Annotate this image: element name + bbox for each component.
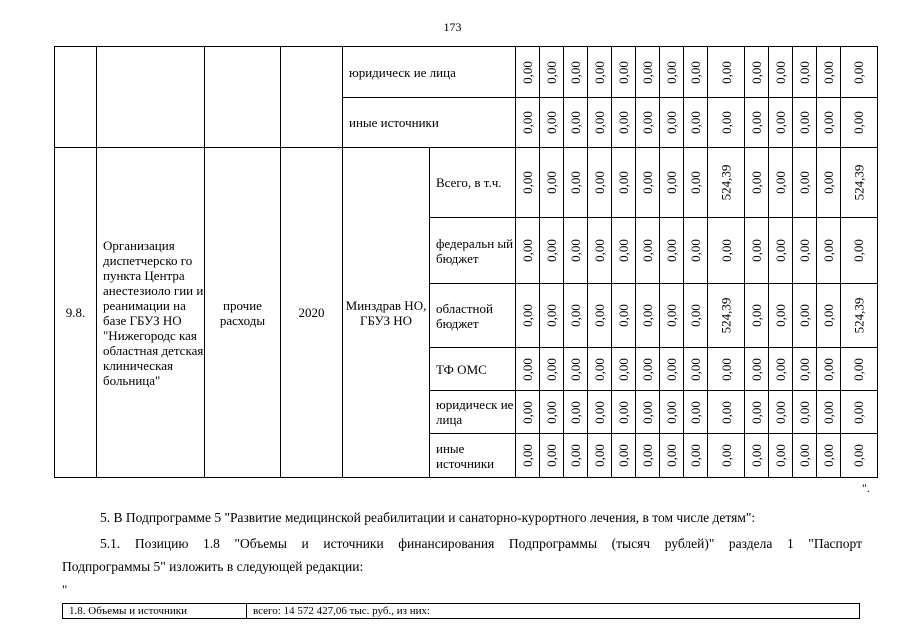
value-text: 0,00 [568,171,583,194]
value-cell [564,348,588,391]
value-text: 0,00 [616,171,631,194]
value-cell [708,434,745,478]
value-cell [840,284,877,348]
value-text: 0,00 [520,304,535,327]
value-cell [564,284,588,348]
open-quote: " [62,582,68,597]
value-cell [744,391,768,434]
financing-table-body [55,47,878,478]
executor: Минздрав НО, ГБУЗ НО [343,148,430,478]
value-text: 0,00 [688,111,703,134]
value-text: 0,00 [718,357,734,381]
table-row [55,148,878,218]
value-cell [744,98,768,148]
value-cell [840,218,877,284]
value-text: 0,00 [772,60,788,84]
value-cell [612,98,636,148]
value-text: 0,00 [664,400,679,424]
value-cell [564,434,588,478]
value-text: 0,00 [772,444,788,467]
value-cell [516,148,540,218]
value-cell [636,348,660,391]
item-name: Организация диспетчерско го пункта Центра анестезиоло гии и реанимации на базе ГБУЗ НО "Нижегородс кая областная детская клиническая больница" [97,148,205,478]
value-cell [792,98,816,148]
value-text: 0,00 [544,357,559,381]
value-text: 0,00 [544,400,559,424]
value-text: 0,00 [592,304,607,327]
paragraph-position-1-8-cont: Подпрограммы 5" изложить в следующей редакции: [62,559,364,574]
passport-row [63,604,860,619]
value-cell [612,348,636,391]
value-text: 0,00 [748,304,764,327]
value-cell [768,148,792,218]
value-cell [708,148,745,218]
value-cell [540,391,564,434]
empty-cell [205,47,281,148]
value-cell [684,98,708,148]
value-text: 0,00 [718,60,734,84]
value-text: 0,00 [772,111,788,134]
value-cell [816,391,840,434]
item-number: 9.8. [55,148,97,478]
value-text: 0,00 [748,357,764,381]
value-cell [816,47,840,98]
value-cell [564,148,588,218]
value-cell [660,47,684,98]
value-cell [708,348,745,391]
value-text: 0,00 [748,400,764,424]
value-cell [708,218,745,284]
value-text: 0,00 [688,60,703,84]
value-text: 0,00 [592,444,607,467]
value-cell [516,284,540,348]
value-cell [588,218,612,284]
value-text: 0,00 [544,111,559,134]
value-cell [816,218,840,284]
value-text: 0,00 [616,357,631,381]
value-text: 0,00 [568,400,583,424]
closing-quote: ". [862,481,870,495]
paragraph-position-1-8: 5.1. Позицию 1.8 "Объемы и источники финансирования Подпрограммы (тысяч рублей)" раздела 1 "Паспорт [100,536,862,551]
value-cell [660,434,684,478]
value-cell [684,348,708,391]
paragraph-subprogram-5: 5. В Подпрограмме 5 "Развитие медицинской реабилитации и санаторно-курортного лечения, в том числе детям": [100,510,756,525]
value-cell [792,348,816,391]
empty-cell [281,47,343,148]
value-text: 0,00 [820,304,836,327]
value-text: 0,00 [688,239,703,262]
value-text: 0,00 [820,400,836,424]
value-cell [540,434,564,478]
value-text: 0,00 [616,60,631,84]
value-cell [816,348,840,391]
value-text: 0,00 [796,357,812,381]
value-text: 0,00 [820,111,836,134]
value-text: 0,00 [851,239,867,262]
value-cell [588,98,612,148]
value-cell [792,391,816,434]
value-text: 0,00 [640,60,655,84]
value-cell [840,348,877,391]
value-text: 0,00 [820,444,836,467]
value-cell [840,98,877,148]
value-cell [588,148,612,218]
value-cell [516,348,540,391]
value-cell [636,434,660,478]
value-cell [744,148,768,218]
source-cell: юридическ ие лица [430,391,516,434]
value-cell [744,348,768,391]
value-text: 0,00 [820,171,836,194]
value-cell [792,148,816,218]
value-text: 0,00 [796,239,812,262]
source-cell: ТФ ОМС [430,348,516,391]
value-text: 0,00 [616,444,631,467]
value-text: 0,00 [748,111,764,134]
value-text: 0,00 [718,444,734,467]
value-text: 0,00 [568,111,583,134]
value-cell [540,348,564,391]
value-cell [768,348,792,391]
value-cell [684,391,708,434]
value-text: 0,00 [640,171,655,194]
value-text: 0,00 [748,444,764,467]
value-text: 0,00 [640,304,655,327]
empty-cell [55,47,97,148]
passport-label: 1.8. Объемы и источники [63,604,247,619]
value-text: 0,00 [520,111,535,134]
value-text: 0,00 [664,444,679,467]
value-cell [564,98,588,148]
value-cell [660,348,684,391]
value-cell [660,218,684,284]
value-text: 0,00 [520,444,535,467]
value-cell [744,218,768,284]
value-text: 0,00 [772,304,788,327]
value-text: 0,00 [568,239,583,262]
value-text: 0,00 [640,239,655,262]
value-text: 0,00 [772,400,788,424]
value-text: 0,00 [664,171,679,194]
value-text: 0,00 [616,304,631,327]
source-cell: областной бюджет [430,284,516,348]
value-cell [660,148,684,218]
value-cell [540,47,564,98]
value-cell [588,434,612,478]
value-text: 0,00 [772,239,788,262]
value-text: 0,00 [568,357,583,381]
value-cell [612,218,636,284]
value-text: 0,00 [592,239,607,262]
value-cell [840,148,877,218]
value-cell [684,47,708,98]
value-text: 0,00 [592,400,607,424]
value-cell [816,98,840,148]
value-cell [588,47,612,98]
value-cell [840,434,877,478]
value-cell [516,218,540,284]
value-text: 0,00 [640,400,655,424]
value-text: 524,39 [851,297,867,334]
value-text: 0,00 [851,400,867,424]
value-text: 0,00 [544,171,559,194]
value-text: 0,00 [851,357,867,381]
value-cell [612,47,636,98]
value-text: 0,00 [592,171,607,194]
value-cell [636,218,660,284]
value-cell [564,47,588,98]
value-text: 0,00 [568,60,583,84]
value-cell [588,348,612,391]
source-cell: Всего, в т.ч. [430,148,516,218]
value-text: 0,00 [664,60,679,84]
value-cell [612,284,636,348]
value-cell [636,148,660,218]
value-cell [636,284,660,348]
value-text: 524,39 [718,297,734,334]
value-text: 0,00 [568,304,583,327]
value-text: 0,00 [544,444,559,467]
value-cell [744,284,768,348]
page-number: 173 [443,20,462,34]
value-text: 0,00 [796,111,812,134]
value-cell [540,98,564,148]
value-cell [744,47,768,98]
value-cell [636,98,660,148]
value-cell [684,434,708,478]
value-cell [540,148,564,218]
passport-value: всего: 14 572 427,06 тыс. руб., из них: [247,604,860,619]
value-text: 0,00 [520,60,535,84]
value-text: 0,00 [772,357,788,381]
value-text: 0,00 [592,357,607,381]
value-text: 0,00 [820,357,836,381]
value-text: 0,00 [544,239,559,262]
value-text: 0,00 [520,171,535,194]
value-cell [564,391,588,434]
value-text: 0,00 [796,171,812,194]
value-text: 0,00 [592,60,607,84]
empty-cell [97,47,205,148]
table-row [55,47,878,98]
value-text: 0,00 [520,357,535,381]
value-cell [768,434,792,478]
value-cell [708,98,745,148]
value-text: 0,00 [718,111,734,134]
value-cell [540,218,564,284]
value-cell [660,98,684,148]
value-cell [768,218,792,284]
value-text: 0,00 [520,239,535,262]
value-cell [564,218,588,284]
value-text: 0,00 [544,60,559,84]
value-cell [792,434,816,478]
value-cell [768,391,792,434]
value-text: 0,00 [688,357,703,381]
value-cell [708,391,745,434]
value-text: 0,00 [640,444,655,467]
value-cell [792,218,816,284]
value-cell [588,391,612,434]
value-text: 0,00 [664,111,679,134]
value-text: 0,00 [688,171,703,194]
value-text: 0,00 [616,111,631,134]
value-text: 524,39 [718,164,734,201]
source-cell: юридическ ие лица [343,47,516,98]
value-text: 0,00 [688,304,703,327]
value-cell [636,47,660,98]
value-cell [660,391,684,434]
source-cell: иные источники [430,434,516,478]
value-cell [840,391,877,434]
value-cell [768,47,792,98]
value-cell [744,434,768,478]
value-text: 0,00 [820,239,836,262]
value-text: 0,00 [664,239,679,262]
value-text: 0,00 [688,400,703,424]
value-cell [816,284,840,348]
value-text: 0,00 [640,357,655,381]
value-text: 0,00 [544,304,559,327]
source-cell: иные источники [343,98,516,148]
value-text: 524,39 [851,164,867,201]
value-cell [612,148,636,218]
financing-table [54,46,878,478]
value-text: 0,00 [796,60,812,84]
value-text: 0,00 [664,357,679,381]
value-cell [840,47,877,98]
value-cell [516,98,540,148]
value-cell [816,148,840,218]
expense-type: прочие расходы [205,148,281,478]
value-cell [540,284,564,348]
value-cell [768,284,792,348]
value-text: 0,00 [820,60,836,84]
value-text: 0,00 [640,111,655,134]
value-text: 0,00 [748,171,764,194]
passport-table [62,603,860,619]
value-cell [612,391,636,434]
value-text: 0,00 [851,60,867,84]
value-cell [792,47,816,98]
value-text: 0,00 [616,239,631,262]
value-text: 0,00 [851,111,867,134]
year: 2020 [281,148,343,478]
value-text: 0,00 [796,400,812,424]
value-cell [816,434,840,478]
value-text: 0,00 [748,60,764,84]
value-text: 0,00 [616,400,631,424]
value-cell [636,391,660,434]
value-cell [684,148,708,218]
value-text: 0,00 [664,304,679,327]
value-text: 0,00 [568,444,583,467]
value-cell [588,284,612,348]
value-cell [792,284,816,348]
value-cell [516,434,540,478]
value-text: 0,00 [748,239,764,262]
value-text: 0,00 [796,304,812,327]
value-text: 0,00 [851,444,867,467]
value-text: 0,00 [796,444,812,467]
value-cell [708,284,745,348]
value-text: 0,00 [772,171,788,194]
value-text: 0,00 [718,400,734,424]
value-text: 0,00 [688,444,703,467]
value-text: 0,00 [592,111,607,134]
value-cell [684,284,708,348]
value-cell [708,47,745,98]
value-cell [684,218,708,284]
value-cell [612,434,636,478]
value-cell [768,98,792,148]
value-cell [516,47,540,98]
value-text: 0,00 [718,239,734,262]
source-cell: федеральн ый бюджет [430,218,516,284]
value-cell [516,391,540,434]
value-cell [660,284,684,348]
value-text: 0,00 [520,400,535,424]
